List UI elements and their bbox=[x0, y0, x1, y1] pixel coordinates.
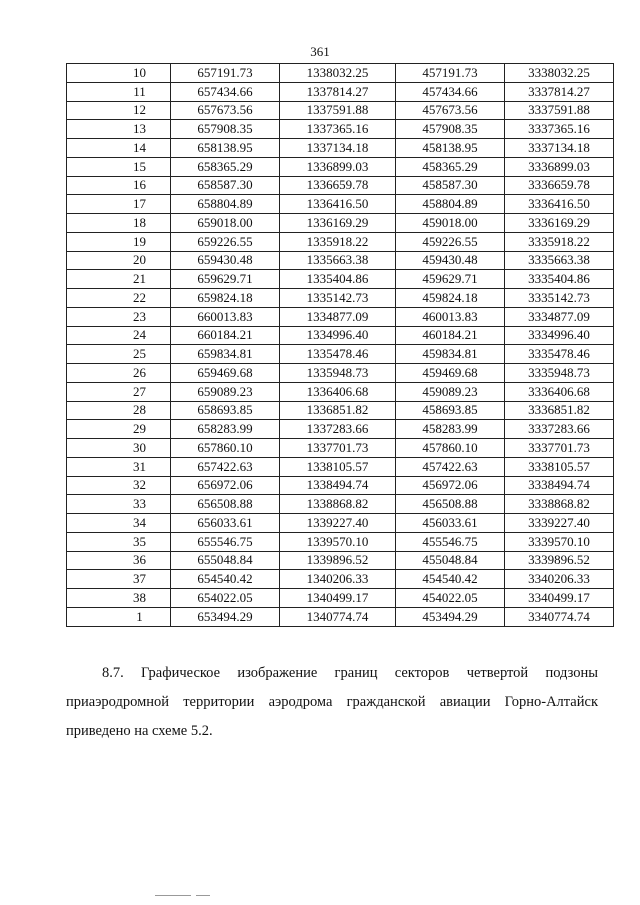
coordinate-cell: 1339896.52 bbox=[280, 551, 396, 570]
coordinate-cell: 3337814.27 bbox=[505, 82, 614, 101]
coordinate-cell: 3334996.40 bbox=[505, 326, 614, 345]
coordinate-cell: 3339227.40 bbox=[505, 514, 614, 533]
point-number-cell: 31 bbox=[67, 457, 171, 476]
coordinate-cell: 1340774.74 bbox=[280, 607, 396, 626]
coordinate-cell: 458804.89 bbox=[396, 195, 505, 214]
coordinate-cell: 459824.18 bbox=[396, 289, 505, 308]
coordinate-cell: 1338868.82 bbox=[280, 495, 396, 514]
coordinate-cell: 1339570.10 bbox=[280, 532, 396, 551]
paragraph-line-3: приведено на схеме 5.2. bbox=[66, 723, 213, 739]
coordinate-cell: 1337283.66 bbox=[280, 420, 396, 439]
coordinate-cell: 659629.71 bbox=[171, 270, 280, 289]
coordinate-cell: 3335142.73 bbox=[505, 289, 614, 308]
coordinate-cell: 3336169.29 bbox=[505, 214, 614, 233]
coordinate-cell: 3340499.17 bbox=[505, 589, 614, 608]
coordinate-cell: 3336416.50 bbox=[505, 195, 614, 214]
table-row bbox=[67, 214, 614, 233]
coordinate-cell: 656508.88 bbox=[171, 495, 280, 514]
coordinate-cell: 3338494.74 bbox=[505, 476, 614, 495]
coordinate-cell: 3340774.74 bbox=[505, 607, 614, 626]
point-number-cell: 11 bbox=[67, 82, 171, 101]
coordinate-cell: 457673.56 bbox=[396, 101, 505, 120]
coordinate-cell: 1336899.03 bbox=[280, 157, 396, 176]
coordinate-cell: 457191.73 bbox=[396, 64, 505, 83]
coordinate-cell: 3339896.52 bbox=[505, 551, 614, 570]
point-number-cell: 34 bbox=[67, 514, 171, 533]
table-row bbox=[67, 195, 614, 214]
table-row bbox=[67, 476, 614, 495]
page-number: 361 bbox=[310, 44, 330, 59]
coordinate-cell: 3336851.82 bbox=[505, 401, 614, 420]
coordinate-cell: 458283.99 bbox=[396, 420, 505, 439]
table-row bbox=[67, 420, 614, 439]
coordinate-cell: 457422.63 bbox=[396, 457, 505, 476]
coordinate-cell: 657908.35 bbox=[171, 120, 280, 139]
coordinate-cell: 658693.85 bbox=[171, 401, 280, 420]
coordinate-cell: 457434.66 bbox=[396, 82, 505, 101]
table-row bbox=[67, 439, 614, 458]
coordinate-cell: 1339227.40 bbox=[280, 514, 396, 533]
coordinate-cell: 3337365.16 bbox=[505, 120, 614, 139]
coordinate-cell: 658587.30 bbox=[171, 176, 280, 195]
coordinate-cell: 459430.48 bbox=[396, 251, 505, 270]
point-number-cell: 32 bbox=[67, 476, 171, 495]
coordinate-cell: 659089.23 bbox=[171, 382, 280, 401]
point-number-cell: 17 bbox=[67, 195, 171, 214]
coordinate-cell: 654540.42 bbox=[171, 570, 280, 589]
table-row bbox=[67, 176, 614, 195]
coordinate-cell: 1336406.68 bbox=[280, 382, 396, 401]
coordinate-cell: 454022.05 bbox=[396, 589, 505, 608]
point-number-cell: 37 bbox=[67, 570, 171, 589]
coordinate-cell: 1335404.86 bbox=[280, 270, 396, 289]
coordinate-cell: 1334996.40 bbox=[280, 326, 396, 345]
coordinate-cell: 657191.73 bbox=[171, 64, 280, 83]
coordinate-cell: 458365.29 bbox=[396, 157, 505, 176]
point-number-cell: 38 bbox=[67, 589, 171, 608]
coordinate-cell: 655546.75 bbox=[171, 532, 280, 551]
coordinate-cell: 3335663.38 bbox=[505, 251, 614, 270]
point-number-cell: 30 bbox=[67, 439, 171, 458]
coordinate-cell: 3336406.68 bbox=[505, 382, 614, 401]
point-number-cell: 24 bbox=[67, 326, 171, 345]
point-number-cell: 16 bbox=[67, 176, 171, 195]
coordinate-cell: 1335918.22 bbox=[280, 232, 396, 251]
coordinate-cell: 455048.84 bbox=[396, 551, 505, 570]
coordinate-cell: 1340206.33 bbox=[280, 570, 396, 589]
coordinates-table-body bbox=[67, 64, 614, 627]
coordinate-cell: 460013.83 bbox=[396, 307, 505, 326]
table-row bbox=[67, 495, 614, 514]
coordinate-cell: 453494.29 bbox=[396, 607, 505, 626]
table-row bbox=[67, 532, 614, 551]
coordinate-cell: 657860.10 bbox=[171, 439, 280, 458]
table-row bbox=[67, 326, 614, 345]
coordinate-cell: 658138.95 bbox=[171, 139, 280, 158]
table-row bbox=[67, 401, 614, 420]
coordinate-cell: 659226.55 bbox=[171, 232, 280, 251]
coordinate-cell: 1337701.73 bbox=[280, 439, 396, 458]
table-row bbox=[67, 364, 614, 383]
point-number-cell: 18 bbox=[67, 214, 171, 233]
coordinate-cell: 658283.99 bbox=[171, 420, 280, 439]
coordinates-table bbox=[66, 63, 614, 627]
table-row bbox=[67, 307, 614, 326]
coordinate-cell: 659430.48 bbox=[171, 251, 280, 270]
coordinate-cell: 659469.68 bbox=[171, 364, 280, 383]
coordinate-cell: 458693.85 bbox=[396, 401, 505, 420]
table-row bbox=[67, 514, 614, 533]
coordinate-cell: 1337365.16 bbox=[280, 120, 396, 139]
coordinate-cell: 653494.29 bbox=[171, 607, 280, 626]
coordinate-cell: 657673.56 bbox=[171, 101, 280, 120]
section-paragraph bbox=[66, 659, 598, 746]
point-number-cell: 26 bbox=[67, 364, 171, 383]
point-number-cell: 15 bbox=[67, 157, 171, 176]
coordinate-cell: 1336416.50 bbox=[280, 195, 396, 214]
point-number-cell: 13 bbox=[67, 120, 171, 139]
coordinate-cell: 459226.55 bbox=[396, 232, 505, 251]
coordinate-cell: 3337591.88 bbox=[505, 101, 614, 120]
table-row bbox=[67, 101, 614, 120]
coordinate-cell: 656033.61 bbox=[171, 514, 280, 533]
table-row bbox=[67, 289, 614, 308]
coordinate-cell: 3338105.57 bbox=[505, 457, 614, 476]
table-row bbox=[67, 607, 614, 626]
coordinate-cell: 458587.30 bbox=[396, 176, 505, 195]
point-number-cell: 12 bbox=[67, 101, 171, 120]
coordinate-cell: 459629.71 bbox=[396, 270, 505, 289]
scan-artifact-line bbox=[196, 895, 210, 896]
coordinate-cell: 1336169.29 bbox=[280, 214, 396, 233]
coordinate-cell: 457908.35 bbox=[396, 120, 505, 139]
coordinate-cell: 655048.84 bbox=[171, 551, 280, 570]
paragraph-line-2: приаэродромной территории аэродрома гражданской авиации Горно-Алтайск bbox=[66, 694, 598, 710]
table-row bbox=[67, 551, 614, 570]
coordinate-cell: 3336899.03 bbox=[505, 157, 614, 176]
table-row bbox=[67, 232, 614, 251]
coordinate-cell: 659834.81 bbox=[171, 345, 280, 364]
coordinate-cell: 657434.66 bbox=[171, 82, 280, 101]
coordinate-cell: 458138.95 bbox=[396, 139, 505, 158]
coordinate-cell: 1338105.57 bbox=[280, 457, 396, 476]
coordinate-cell: 3337701.73 bbox=[505, 439, 614, 458]
table-row bbox=[67, 570, 614, 589]
coordinate-cell: 3335918.22 bbox=[505, 232, 614, 251]
coordinate-cell: 654022.05 bbox=[171, 589, 280, 608]
coordinate-cell: 1336851.82 bbox=[280, 401, 396, 420]
table-row bbox=[67, 270, 614, 289]
coordinate-cell: 3338868.82 bbox=[505, 495, 614, 514]
coordinate-cell: 659824.18 bbox=[171, 289, 280, 308]
coordinate-cell: 1335663.38 bbox=[280, 251, 396, 270]
point-number-cell: 36 bbox=[67, 551, 171, 570]
table-row bbox=[67, 139, 614, 158]
coordinate-cell: 660184.21 bbox=[171, 326, 280, 345]
coordinate-cell: 459834.81 bbox=[396, 345, 505, 364]
coordinate-cell: 657422.63 bbox=[171, 457, 280, 476]
point-number-cell: 27 bbox=[67, 382, 171, 401]
point-number-cell: 22 bbox=[67, 289, 171, 308]
table-row bbox=[67, 157, 614, 176]
coordinate-cell: 1338494.74 bbox=[280, 476, 396, 495]
coordinate-cell: 3335948.73 bbox=[505, 364, 614, 383]
coordinate-cell: 3340206.33 bbox=[505, 570, 614, 589]
coordinate-cell: 1335142.73 bbox=[280, 289, 396, 308]
table-row bbox=[67, 120, 614, 139]
point-number-cell: 21 bbox=[67, 270, 171, 289]
table-row bbox=[67, 589, 614, 608]
coordinate-cell: 459469.68 bbox=[396, 364, 505, 383]
point-number-cell: 10 bbox=[67, 64, 171, 83]
table-row bbox=[67, 457, 614, 476]
coordinate-cell: 1334877.09 bbox=[280, 307, 396, 326]
coordinate-cell: 1336659.78 bbox=[280, 176, 396, 195]
point-number-cell: 25 bbox=[67, 345, 171, 364]
coordinate-cell: 1335478.46 bbox=[280, 345, 396, 364]
table-row bbox=[67, 251, 614, 270]
table-row bbox=[67, 345, 614, 364]
coordinate-cell: 459089.23 bbox=[396, 382, 505, 401]
coordinate-cell: 456033.61 bbox=[396, 514, 505, 533]
point-number-cell: 35 bbox=[67, 532, 171, 551]
coordinate-cell: 3335478.46 bbox=[505, 345, 614, 364]
point-number-cell: 23 bbox=[67, 307, 171, 326]
table-row bbox=[67, 82, 614, 101]
point-number-cell: 20 bbox=[67, 251, 171, 270]
coordinate-cell: 1337814.27 bbox=[280, 82, 396, 101]
coordinate-cell: 1340499.17 bbox=[280, 589, 396, 608]
coordinate-cell: 3337283.66 bbox=[505, 420, 614, 439]
coordinate-cell: 3335404.86 bbox=[505, 270, 614, 289]
coordinate-cell: 3334877.09 bbox=[505, 307, 614, 326]
coordinate-cell: 459018.00 bbox=[396, 214, 505, 233]
scan-artifact-line bbox=[155, 895, 191, 896]
coordinate-cell: 456972.06 bbox=[396, 476, 505, 495]
table-row bbox=[67, 64, 614, 83]
coordinate-cell: 456508.88 bbox=[396, 495, 505, 514]
coordinate-cell: 3339570.10 bbox=[505, 532, 614, 551]
coordinate-cell: 1337134.18 bbox=[280, 139, 396, 158]
point-number-cell: 14 bbox=[67, 139, 171, 158]
coordinate-cell: 656972.06 bbox=[171, 476, 280, 495]
coordinate-cell: 660013.83 bbox=[171, 307, 280, 326]
coordinate-cell: 3337134.18 bbox=[505, 139, 614, 158]
coordinate-cell: 659018.00 bbox=[171, 214, 280, 233]
coordinate-cell: 1335948.73 bbox=[280, 364, 396, 383]
coordinate-cell: 460184.21 bbox=[396, 326, 505, 345]
coordinate-cell: 1337591.88 bbox=[280, 101, 396, 120]
coordinate-cell: 457860.10 bbox=[396, 439, 505, 458]
coordinate-cell: 454540.42 bbox=[396, 570, 505, 589]
point-number-cell: 19 bbox=[67, 232, 171, 251]
point-number-cell: 33 bbox=[67, 495, 171, 514]
coordinate-cell: 3336659.78 bbox=[505, 176, 614, 195]
table-row bbox=[67, 382, 614, 401]
coordinate-cell: 1338032.25 bbox=[280, 64, 396, 83]
coordinate-cell: 455546.75 bbox=[396, 532, 505, 551]
coordinate-cell: 3338032.25 bbox=[505, 64, 614, 83]
point-number-cell: 1 bbox=[67, 607, 171, 626]
paragraph-line-1: 8.7. Графическое изображение границ секторов четвертой подзоны bbox=[102, 665, 598, 681]
coordinate-cell: 658804.89 bbox=[171, 195, 280, 214]
point-number-cell: 29 bbox=[67, 420, 171, 439]
point-number-cell: 28 bbox=[67, 401, 171, 420]
coordinate-cell: 658365.29 bbox=[171, 157, 280, 176]
